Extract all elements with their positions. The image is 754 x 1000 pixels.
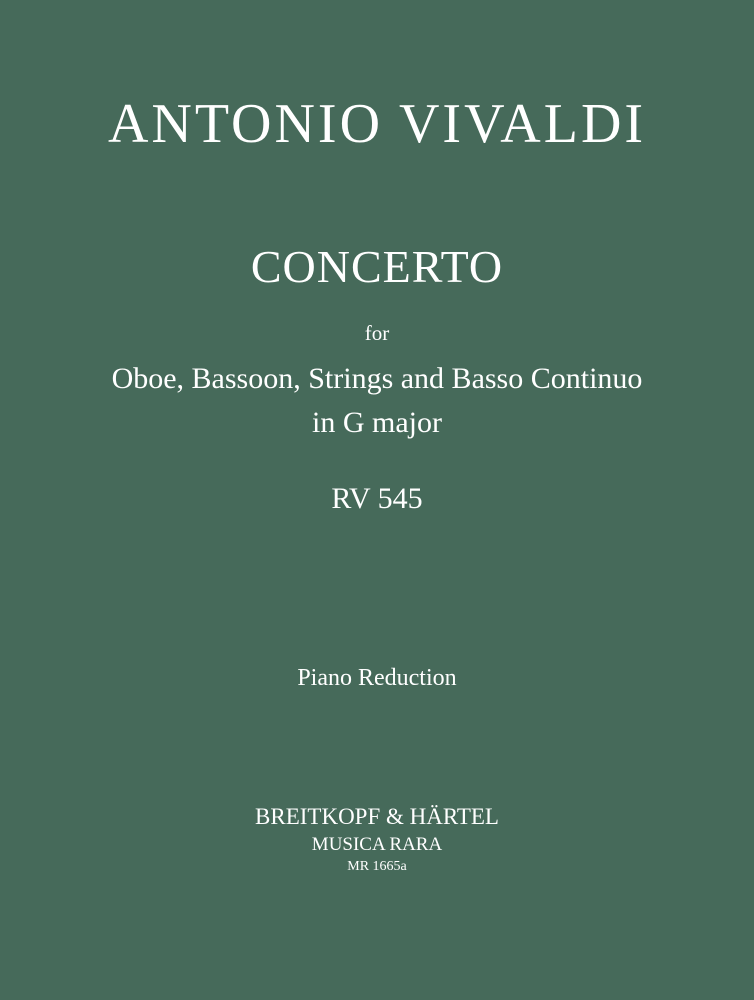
publisher-name: BREITKOPF & HÄRTEL [255, 804, 499, 829]
instrumentation: Oboe, Bassoon, Strings and Basso Continuo [111, 362, 643, 395]
edition-type: Piano Reduction [297, 665, 457, 691]
composer-name: ANTONIO VIVALDI [107, 93, 647, 155]
work-title: CONCERTO [250, 241, 504, 292]
catalogue-number: RV 545 [331, 482, 423, 515]
publisher-imprint: MUSICA RARA [311, 834, 443, 855]
musical-key: in G major [312, 406, 442, 439]
edition-number: MR 1665a [347, 859, 407, 874]
for-label: for [364, 321, 390, 345]
